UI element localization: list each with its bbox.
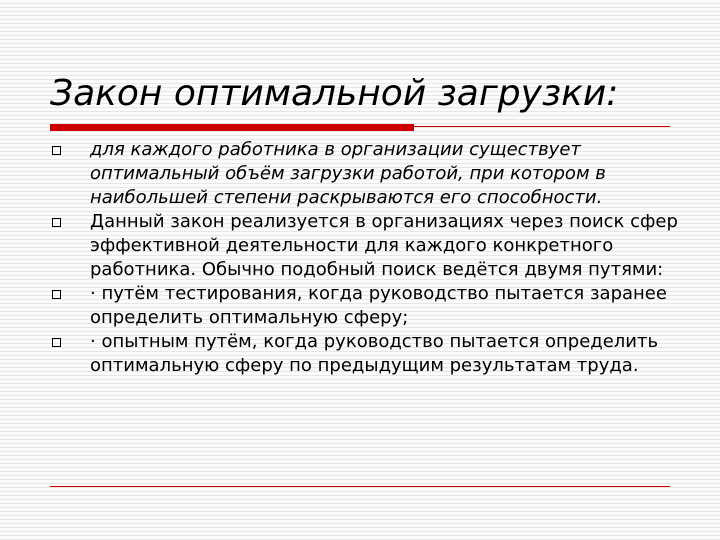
title-underline-thin (414, 126, 670, 127)
bullet-text: · путём тестирования, когда руководство пытается заранее определить оптимальную сферу; (90, 283, 667, 328)
hollow-square-icon (52, 218, 61, 227)
hollow-square-icon (52, 338, 61, 347)
bottom-divider (50, 486, 670, 487)
slide-title: Закон оптимальной загрузки: (50, 73, 619, 114)
bullet-list (50, 138, 690, 378)
bullet-item (50, 330, 690, 378)
bullet-text: Данный закон реализуется в организациях через поиск сфер эффективной деятельности для каждого конкретного работника. Обычно подобный поиск ведётся двумя путями: (90, 211, 678, 280)
bullet-item (50, 210, 690, 282)
bullet-item (50, 282, 690, 330)
hollow-square-icon (52, 290, 61, 299)
bullet-text: для каждого работника в организации существует оптимальный объём загрузки работой, при котором в наибольшей степени раскрываются его способности. (90, 139, 606, 208)
bullet-text: · опытным путём, когда руководство пытается определить оптимальную сферу по предыдущим результатам труда. (90, 331, 659, 376)
title-underline-thick (50, 124, 414, 131)
hollow-square-icon (52, 146, 61, 155)
bullet-item (50, 138, 690, 210)
